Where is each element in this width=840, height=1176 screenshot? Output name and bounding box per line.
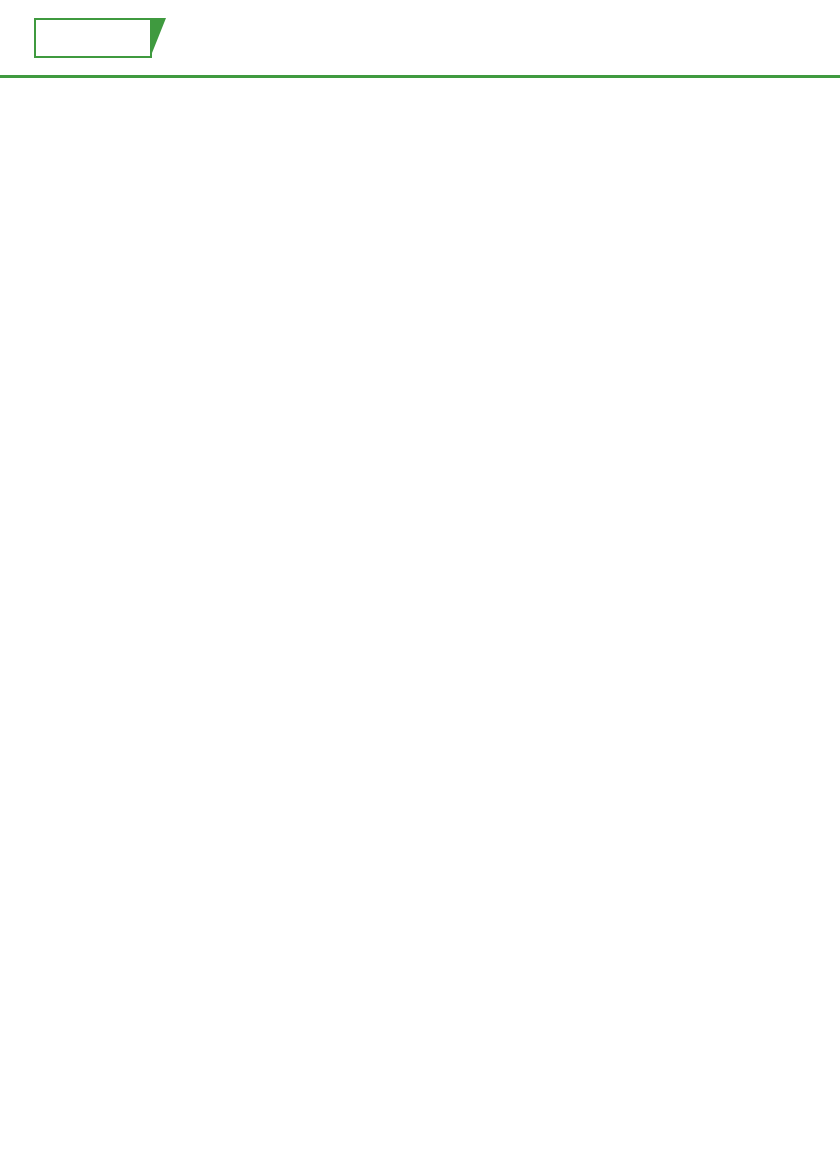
contact-bar (0, 78, 840, 110)
logo-shape (34, 18, 152, 58)
product-grid (0, 110, 840, 116)
brand-logo (34, 18, 152, 58)
page-header (0, 0, 840, 78)
